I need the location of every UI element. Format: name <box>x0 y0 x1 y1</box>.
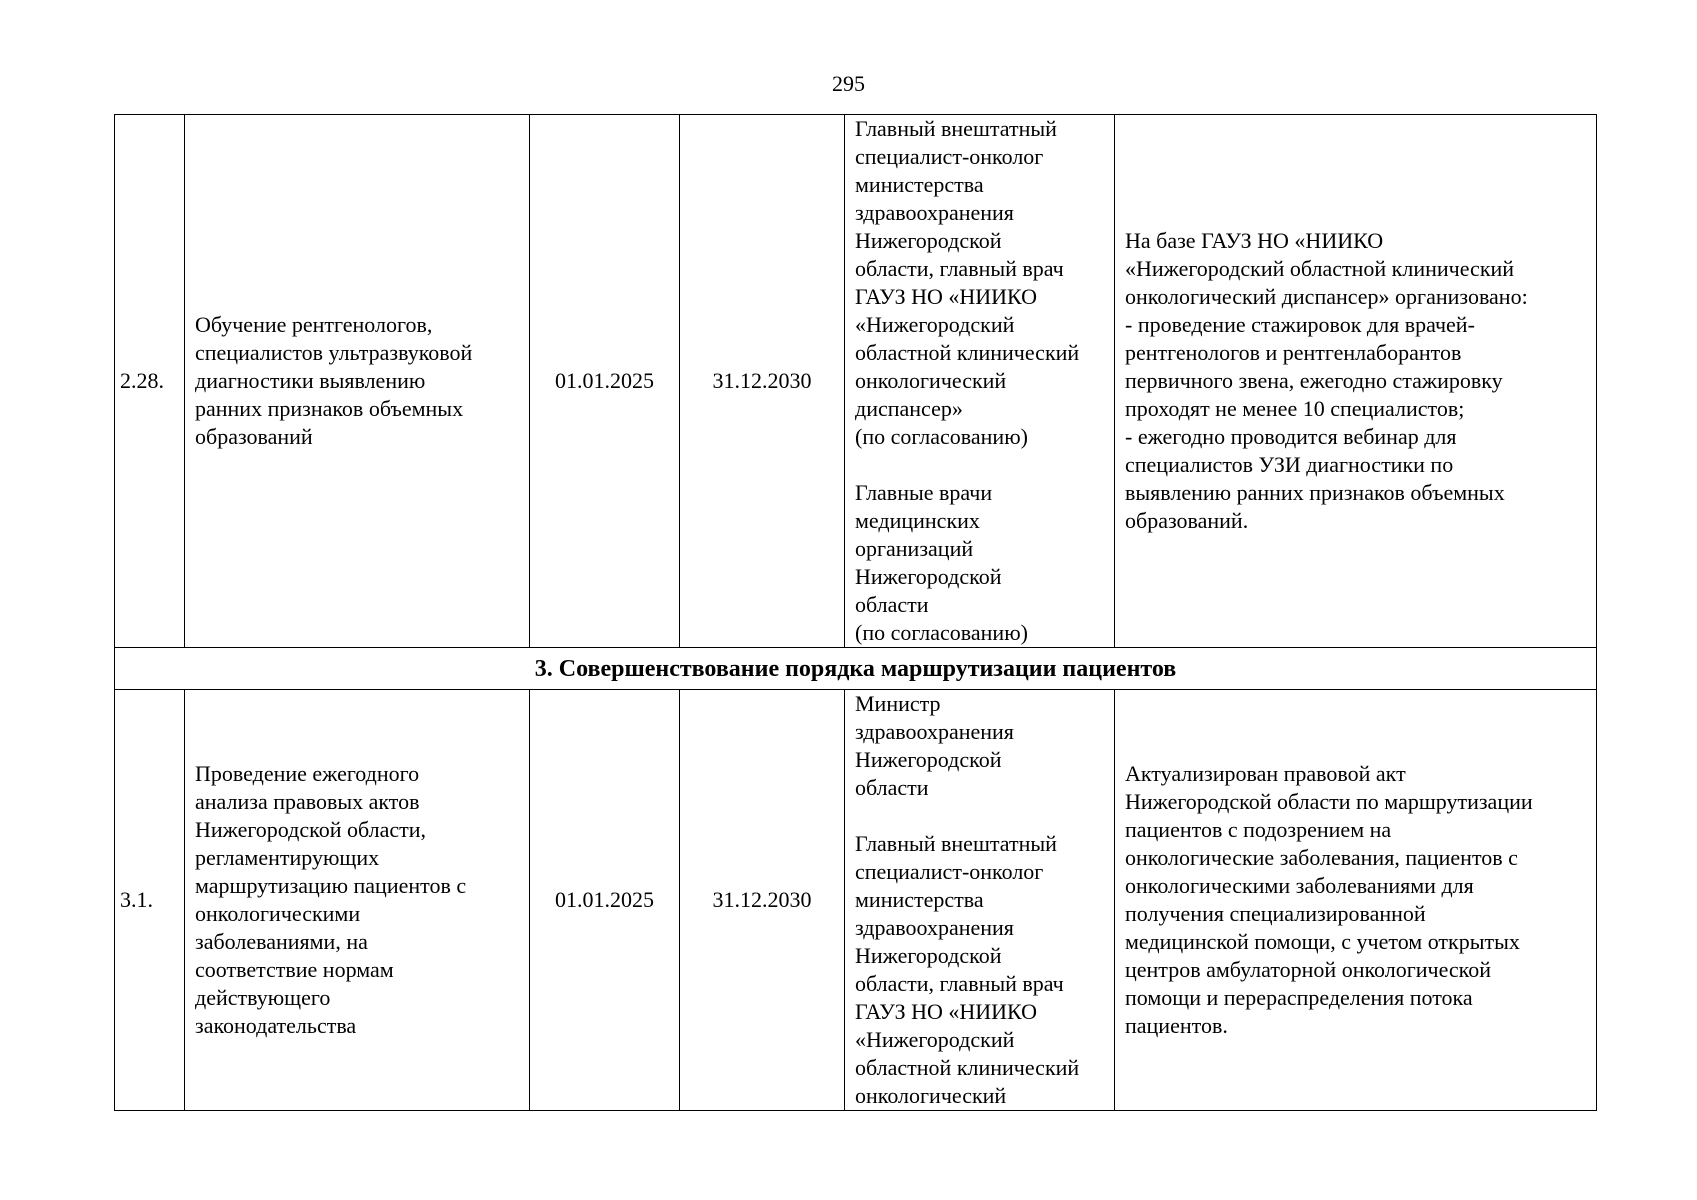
row-number: 2.28. <box>120 368 164 393</box>
end-date-cell <box>680 115 845 648</box>
start-date: 01.01.2025 <box>555 368 654 393</box>
row-number: 3.1. <box>120 887 153 912</box>
responsible-cell <box>845 115 1115 648</box>
table-row-2-28 <box>115 115 1597 648</box>
row-number-cell <box>115 115 185 648</box>
activity-text: Обучение рентгенологов, специалистов ультразвуковой диагностики выявлению ранних признаков объемных образований <box>195 312 473 449</box>
row-number-cell <box>115 690 185 1111</box>
table-row-3-1 <box>115 690 1597 1111</box>
start-date-cell <box>530 115 680 648</box>
end-date: 31.12.2030 <box>712 368 812 393</box>
start-date-cell <box>530 690 680 1111</box>
responsible-cell <box>845 690 1115 1111</box>
responsible-text: Министр здравоохранения Нижегородской области Главный внештатный специалист-онколог министерства здравоохранения Нижегородской области, главный врач ГАУЗ НО «НИИКО «Нижегородский областной клинический онкологический <box>855 691 1080 1108</box>
section-header-row <box>115 648 1597 690</box>
section-title: 3. Совершенствование порядка маршрутизации пациентов <box>115 648 1597 690</box>
end-date: 31.12.2030 <box>712 887 812 912</box>
result-cell <box>1115 690 1597 1111</box>
plan-table <box>114 114 1597 1111</box>
result-text: Актуализирован правовой акт Нижегородской области по маршрутизации пациентов с подозрением на онкологические заболевания, пациентов с онкологическими заболеваниями для получения специализированной медицинской помощи, с учетом открытых центров амбулаторной онкологической помощи и перераспределения потока пациентов. <box>1125 761 1533 1038</box>
responsible-text: Главный внештатный специалист-онколог министерства здравоохранения Нижегородской области, главный врач ГАУЗ НО «НИИКО «Нижегородский областной клинический онкологический диспансер» (по согласованию) Главные врачи медицинских организаций Нижегородской области (по согласованию) <box>855 116 1080 645</box>
start-date: 01.01.2025 <box>555 887 654 912</box>
page-number: 295 <box>832 71 865 96</box>
activity-cell <box>185 115 530 648</box>
result-cell <box>1115 115 1597 648</box>
activity-text: Проведение ежегодного анализа правовых актов Нижегородской области, регламентирующих маршрутизацию пациентов с онкологическими заболеваниями, на соответствие нормам действующего законодательства <box>195 761 467 1038</box>
activity-cell <box>185 690 530 1111</box>
result-text: На базе ГАУЗ НО «НИИКО «Нижегородский областной клинический онкологический диспансер» организовано: - проведение стажировок для врачей- рентгенологов и рентгенлаборантов первичного звена, ежегодно стажировку проходят не менее 10 специалистов; - ежегодно проводится вебинар для специалистов УЗИ диагностики по выявлению ранних признаков объемных образований. <box>1125 228 1528 533</box>
end-date-cell <box>680 690 845 1111</box>
